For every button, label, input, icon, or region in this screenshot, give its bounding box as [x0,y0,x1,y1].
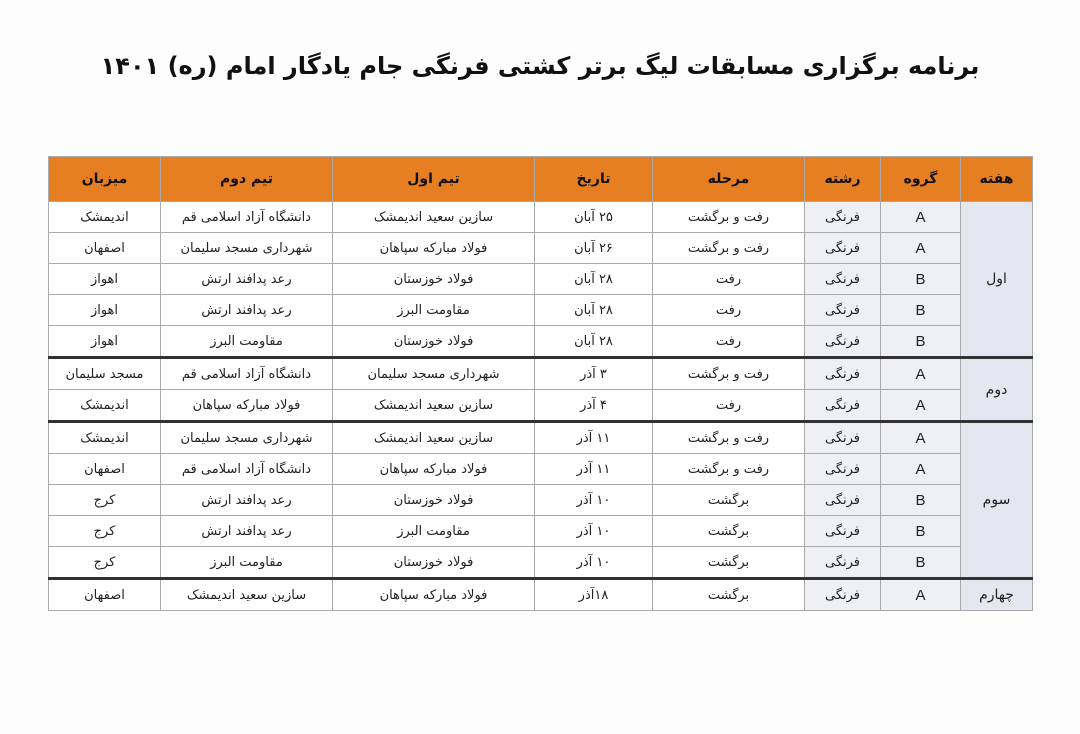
group-cell: B [881,295,961,326]
team2-cell: رعد پدافند ارتش [161,264,333,295]
stage-cell: برگشت [653,485,805,516]
team2-cell: سازین سعید اندیمشک [161,579,333,611]
host-cell: اندیمشک [49,202,161,233]
date-cell: ۴ آذر [535,390,653,422]
team1-cell: فولاد خوزستان [333,485,535,516]
team2-cell: شهرداری مسجد سلیمان [161,422,333,454]
team1-cell: سازین سعید اندیمشک [333,390,535,422]
page-title: برنامه برگزاری مسابقات لیگ برتر کشتی فرنگی جام یادگار امام (ره) ۱۴۰۱ [100,52,980,80]
header-team1: تیم اول [333,157,535,202]
team2-cell: رعد پدافند ارتش [161,295,333,326]
discipline-cell: فرنگی [805,233,881,264]
date-cell: ۲۵ آبان [535,202,653,233]
team1-cell: فولاد مبارکه سپاهان [333,579,535,611]
host-cell: اصفهان [49,233,161,264]
team1-cell: مقاومت البرز [333,516,535,547]
discipline-cell: فرنگی [805,295,881,326]
host-cell: اهواز [49,295,161,326]
host-cell: مسجد سلیمان [49,358,161,390]
discipline-cell: فرنگی [805,326,881,358]
team1-cell: فولاد خوزستان [333,264,535,295]
header-stage: مرحله [653,157,805,202]
team1-cell: فولاد خوزستان [333,547,535,579]
table-row [49,547,1033,579]
date-cell: ۱۱ آذر [535,454,653,485]
team2-cell: دانشگاه آزاد اسلامی قم [161,202,333,233]
team2-cell: رعد پدافند ارتش [161,485,333,516]
discipline-cell: فرنگی [805,516,881,547]
header-group: گروه [881,157,961,202]
table-row [49,295,1033,326]
discipline-cell: فرنگی [805,422,881,454]
group-cell: B [881,485,961,516]
table-row [49,390,1033,422]
header-row [49,157,1033,202]
host-cell: اندیمشک [49,422,161,454]
discipline-cell: فرنگی [805,579,881,611]
week-cell: سوم [961,422,1033,579]
team1-cell: مقاومت البرز [333,295,535,326]
date-cell: ۲۸ آبان [535,295,653,326]
stage-cell: رفت [653,326,805,358]
stage-cell: رفت و برگشت [653,358,805,390]
discipline-cell: فرنگی [805,547,881,579]
schedule-table [48,156,1033,611]
host-cell: کرج [49,547,161,579]
group-cell: B [881,326,961,358]
table-row [49,485,1033,516]
host-cell: کرج [49,516,161,547]
stage-cell: برگشت [653,547,805,579]
group-cell: A [881,454,961,485]
team1-cell: فولاد مبارکه سپاهان [333,233,535,264]
date-cell: ۱۰ آذر [535,516,653,547]
team2-cell: دانشگاه آزاد اسلامی قم [161,358,333,390]
table-row [49,422,1033,454]
group-cell: A [881,358,961,390]
host-cell: کرج [49,485,161,516]
stage-cell: رفت [653,264,805,295]
table-row [49,516,1033,547]
table-row [49,358,1033,390]
table-row [49,233,1033,264]
team1-cell: فولاد مبارکه سپاهان [333,454,535,485]
team1-cell: سازین سعید اندیمشک [333,422,535,454]
team2-cell: فولاد مبارکه سپاهان [161,390,333,422]
table-row [49,579,1033,611]
date-cell: ۳ آذر [535,358,653,390]
stage-cell: رفت و برگشت [653,422,805,454]
host-cell: اندیمشک [49,390,161,422]
stage-cell: برگشت [653,579,805,611]
table-row [49,454,1033,485]
date-cell: ۲۸ آبان [535,264,653,295]
team2-cell: مقاومت البرز [161,547,333,579]
header-discipline: رشته [805,157,881,202]
team2-cell: دانشگاه آزاد اسلامی قم [161,454,333,485]
group-cell: A [881,579,961,611]
date-cell: ۱۱ آذر [535,422,653,454]
table-row [49,264,1033,295]
discipline-cell: فرنگی [805,358,881,390]
group-cell: B [881,264,961,295]
table-row [49,202,1033,233]
date-cell: ۱۰ آذر [535,547,653,579]
discipline-cell: فرنگی [805,485,881,516]
stage-cell: رفت [653,295,805,326]
group-cell: A [881,233,961,264]
group-cell: A [881,202,961,233]
group-cell: A [881,422,961,454]
host-cell: اهواز [49,264,161,295]
host-cell: اصفهان [49,579,161,611]
date-cell: ۲۶ آبان [535,233,653,264]
host-cell: اهواز [49,326,161,358]
team2-cell: رعد پدافند ارتش [161,516,333,547]
schedule-body [49,202,1033,611]
discipline-cell: فرنگی [805,454,881,485]
week-cell: اول [961,202,1033,358]
stage-cell: برگشت [653,516,805,547]
date-cell: ۲۸ آبان [535,326,653,358]
host-cell: اصفهان [49,454,161,485]
date-cell: ۱۰ آذر [535,485,653,516]
group-cell: B [881,547,961,579]
group-cell: B [881,516,961,547]
team1-cell: فولاد خوزستان [333,326,535,358]
team2-cell: شهرداری مسجد سلیمان [161,233,333,264]
header-week: هفته [961,157,1033,202]
stage-cell: رفت و برگشت [653,454,805,485]
header-date: تاریخ [535,157,653,202]
team1-cell: سازین سعید اندیمشک [333,202,535,233]
table-row [49,326,1033,358]
group-cell: A [881,390,961,422]
team2-cell: مقاومت البرز [161,326,333,358]
stage-cell: رفت [653,390,805,422]
discipline-cell: فرنگی [805,390,881,422]
week-cell: چهارم [961,579,1033,611]
team1-cell: شهرداری مسجد سلیمان [333,358,535,390]
stage-cell: رفت و برگشت [653,202,805,233]
discipline-cell: فرنگی [805,264,881,295]
week-cell: دوم [961,358,1033,422]
stage-cell: رفت و برگشت [653,233,805,264]
discipline-cell: فرنگی [805,202,881,233]
header-team2: تیم دوم [161,157,333,202]
header-host: میزبان [49,157,161,202]
date-cell: ۱۸آذر [535,579,653,611]
